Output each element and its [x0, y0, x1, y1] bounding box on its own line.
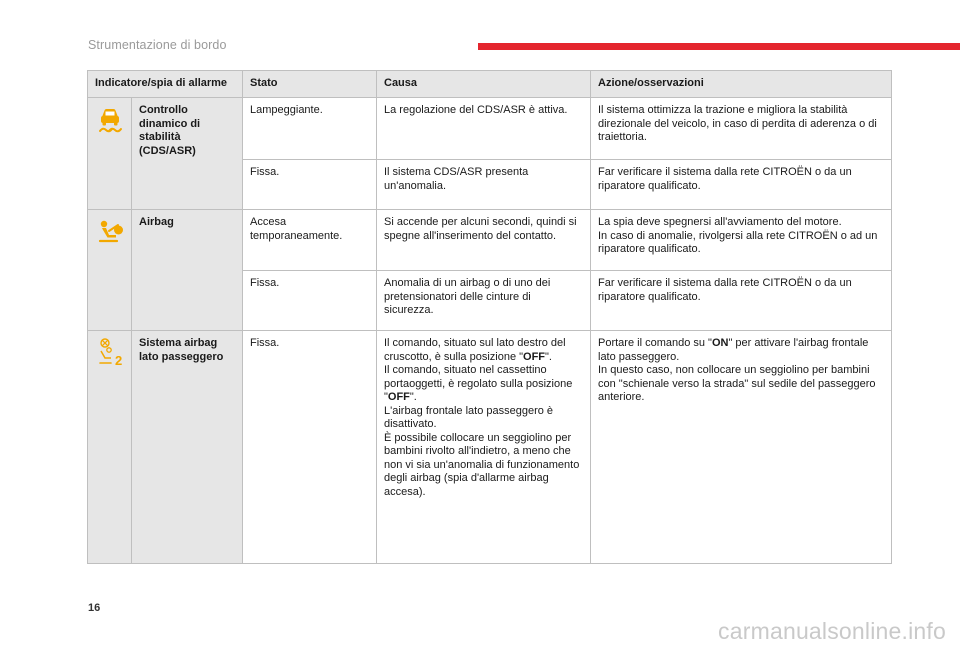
body-text: " per attivare l'airbag frontale lato passeggero. In questo caso, non collocare un seggiolino per bambini con "schienale verso la strada" sul sedile del passeggero anteriore. — [598, 337, 876, 403]
table-row — [88, 210, 892, 271]
column-header-causa: Causa — [377, 71, 591, 98]
airbag-icon — [95, 216, 124, 246]
body-text: ". Il comando, situato nel cassettino portaoggetti, è regolato sulla posizione " — [384, 350, 573, 403]
azione-cell: Far verificare il sistema dalla rete CITROËN o da un riparatore qualificato. — [591, 271, 892, 331]
stato-cell: Fissa. — [243, 331, 377, 564]
azione-cell: La spia deve spegnersi all'avviamento del motore. In caso di anomalie, rivolgersi alla rete CITROËN o ad un riparatore qualificato. — [591, 210, 892, 271]
watermark: carmanualsonline.info — [718, 618, 946, 644]
causa-cell: Il sistema CDS/ASR presenta un'anomalia. — [377, 160, 591, 210]
causa-cell: Si accende per alcuni secondi, quindi si spegne all'inserimento del contatto. — [377, 210, 591, 271]
body-text: Portare il comando su " — [598, 337, 712, 349]
icon-cell — [88, 210, 132, 331]
causa-cell: Anomalia di un airbag o di uno dei pretensionatori delle cinture di sicurezza. — [377, 271, 591, 331]
azione-cell: Far verificare il sistema dalla rete CITROËN o da un riparatore qualificato. — [591, 160, 892, 210]
emphasis-text: OFF — [523, 350, 546, 363]
warning-lights-table — [87, 70, 892, 564]
indicator-name: Controllo dinamico di stabilità (CDS/ASR) — [132, 98, 243, 210]
passenger-airbag-off-icon — [95, 337, 124, 367]
table-header-row — [88, 71, 892, 98]
emphasis-text: OFF — [387, 391, 410, 403]
table-row — [88, 331, 892, 564]
stability-control-icon — [95, 104, 124, 134]
stato-cell: Fissa. — [243, 160, 377, 210]
stato-cell: Lampeggiante. — [243, 98, 377, 160]
column-header-azione: Azione/osservazioni — [591, 71, 892, 98]
svg-text:2: 2 — [115, 353, 123, 367]
stato-cell: Fissa. — [243, 271, 377, 331]
azione-cell — [591, 331, 892, 564]
column-header-indicator: Indicatore/spia di allarme — [88, 71, 243, 98]
body-text: ". L'airbag frontale lato passeggero è disattivato. È possibile collocare un seggiolino per bambini rivolto all'indietro, a meno che non vi sia un'anomalia di funzionamento degli airbag (spia d'allarme airbag accesa). — [384, 391, 580, 498]
icon-cell — [88, 331, 132, 564]
icon-cell — [88, 98, 132, 210]
emphasis-text: ON — [711, 337, 729, 349]
azione-cell: Il sistema ottimizza la trazione e migliora la stabilità direzionale del veicolo, in caso di perdita di aderenza o di traiettoria. — [591, 98, 892, 160]
causa-cell — [377, 331, 591, 564]
causa-cell: La regolazione del CDS/ASR è attiva. — [377, 98, 591, 160]
indicator-name: Sistema airbag lato passeggero — [132, 331, 243, 564]
body-text: Il comando, situato sul lato destro del cruscotto, è sulla posizione " — [384, 337, 566, 363]
column-header-stato: Stato — [243, 71, 377, 98]
stato-cell: Accesa temporaneamente. — [243, 210, 377, 271]
page-number: 16 — [88, 602, 101, 614]
header-accent-bar — [478, 43, 960, 50]
table-row — [88, 98, 892, 160]
section-title: Strumentazione di bordo — [88, 38, 227, 52]
indicator-name: Airbag — [132, 210, 243, 331]
